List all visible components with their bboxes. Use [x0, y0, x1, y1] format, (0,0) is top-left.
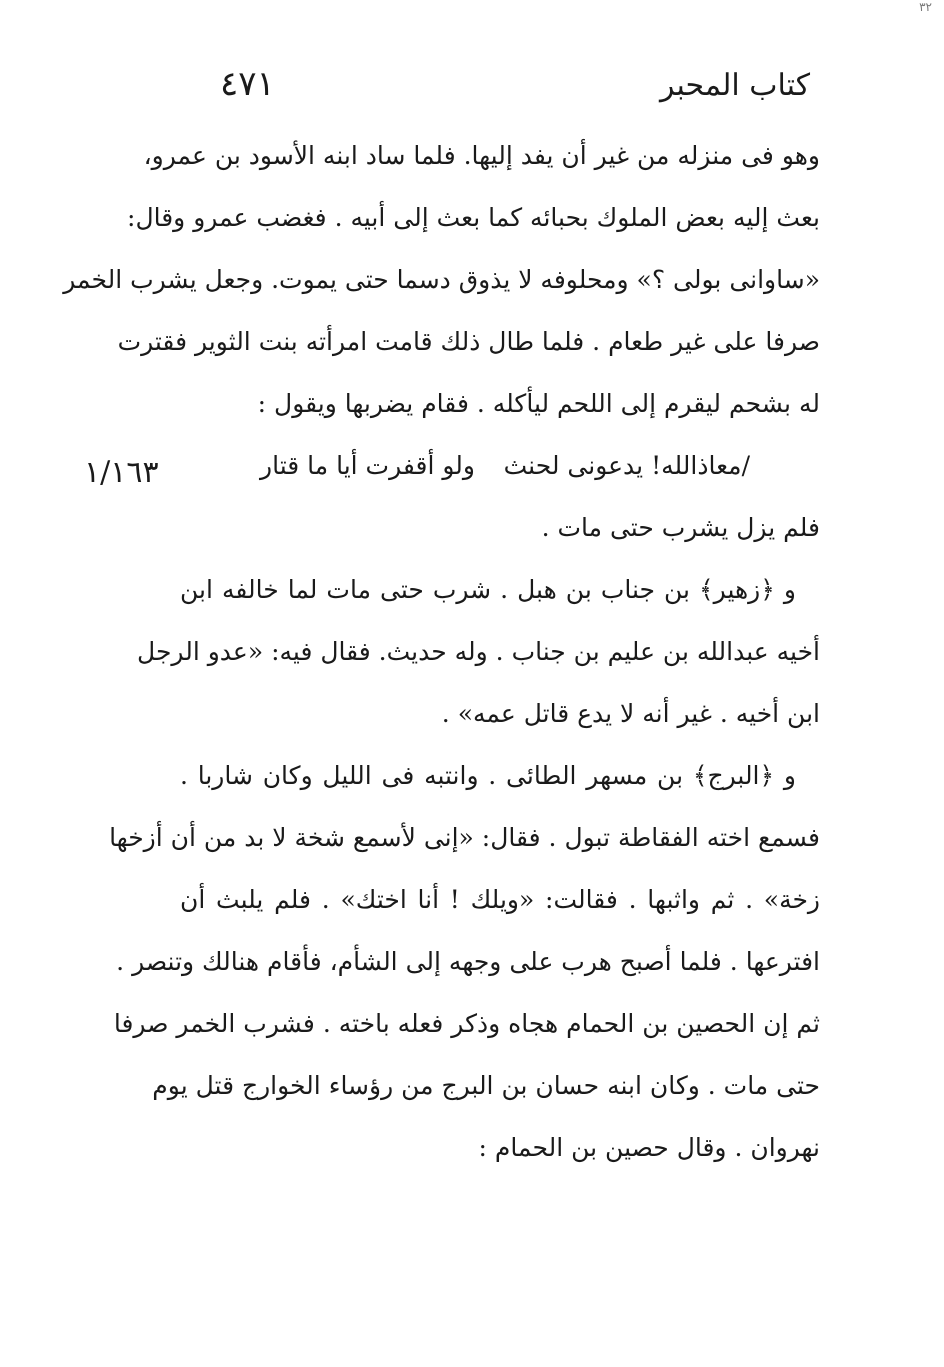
- page-header: [180, 64, 820, 114]
- paragraph-start-line: و ﴿البرج﴾ بن مسهر الطائى . وانتبه فى الليل وكان شاربا .: [180, 761, 796, 790]
- verse-second-hemistich: ولو أقفرت أيا ما قتار: [260, 451, 475, 480]
- text-line: ابن أخيه . غير أنه لا يدع قاتل عمه» .: [441, 699, 820, 728]
- text-line: حتى مات . وكان ابنه حسان بن البرج من رؤساء الخوارج قتل يوم: [152, 1071, 820, 1100]
- text-line: ثم إن الحصين بن الحمام هجاه وذكر فعله باخته . فشرب الخمر صرفا: [113, 1009, 820, 1038]
- page-number: ٤٧١: [220, 64, 275, 104]
- scan-mark: ٣٢: [919, 0, 932, 14]
- text-line: فلم يزل يشرب حتى مات .: [541, 513, 820, 542]
- verse-line: [180, 435, 820, 497]
- text-line: نهروان . وقال حصين بن الحمام :: [478, 1133, 820, 1162]
- margin-reference: ١/١٦٣: [84, 455, 159, 490]
- text-line: زخة» . ثم واثبها . فقالت: «ويلك ! أنا اختك» . فلم يلبث أن: [180, 885, 820, 914]
- verse-first-hemistich: /معاذالله! يدعونى لحنث: [503, 451, 750, 480]
- text-line: له بشحم ليقرم إلى اللحم ليأكله . فقام يضربها ويقول :: [257, 389, 820, 418]
- text-line: أخيه عبدالله بن عليم بن جناب . وله حديث. فقال فيه: «عدو الرجل: [137, 637, 820, 666]
- paragraph-start-line: و ﴿زهير﴾ بن جناب بن هبل . شرب حتى مات لما خالفه ابن: [180, 575, 796, 604]
- text-line: صرفا على غير طعام . فلما طال ذلك قامت امرأته بنت الثوير فقترت: [117, 327, 820, 356]
- book-title: كتاب المحبر: [659, 68, 810, 103]
- text-line: «ساوانى بولى ؟» ومحلوفه لا يذوق دسما حتى يموت. وجعل يشرب الخمر: [63, 265, 820, 294]
- text-line: بعث إليه بعض الملوك بحبائه كما بعث إلى أبيه . فغضب عمرو وقال:: [127, 203, 820, 232]
- text-line: وهو فى منزله من غير أن يفد إليها. فلما ساد ابنه الأسود بن عمرو،: [143, 141, 820, 170]
- text-line: فسمع اخته الفقاطة تبول . فقال: «إنى لأسمع شخة لا بد من أن أزخها: [109, 823, 820, 852]
- text-line: افترعها . فلما أصبح هرب على وجهه إلى الشأم، فأقام هنالك وتنصر .: [116, 947, 820, 976]
